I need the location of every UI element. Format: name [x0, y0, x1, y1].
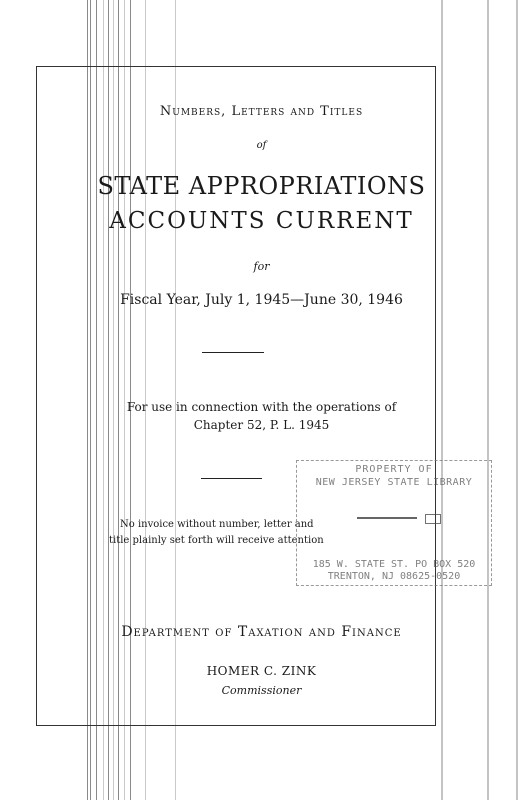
stamp-line4: TRENTON, NJ 08625-0520	[327, 571, 461, 582]
usage-line1: For use in connection with the operations of	[126, 400, 397, 414]
main-title-line1: STATE APPROPRIATIONS	[97, 172, 426, 200]
department-name: Department of Taxation and Finance	[121, 624, 402, 640]
main-title-line2: ACCOUNTS CURRENT	[109, 208, 414, 234]
invoice-notice-line1: No invoice without number, letter and	[120, 519, 314, 530]
commissioner-name: HOMER C. ZINK	[206, 664, 317, 678]
divider-rule	[202, 352, 264, 353]
invoice-notice-line2: title plainly set forth will receive attention	[109, 535, 324, 546]
stamp-line3: 185 W. STATE ST. PO BOX 520	[312, 559, 476, 570]
connector-of: of	[256, 140, 267, 151]
cover-heading: Numbers, Letters and Titles	[159, 104, 364, 119]
fiscal-year: Fiscal Year, July 1, 1945—June 30, 1946	[120, 292, 403, 308]
stamp-line2: NEW JERSEY STATE LIBRARY	[315, 477, 473, 488]
usage-line2: Chapter 52, P. L. 1945	[193, 418, 330, 432]
library-stamp	[296, 460, 492, 586]
stamp-line1: PROPERTY OF	[355, 464, 433, 475]
stamp-mark	[357, 517, 417, 519]
connector-for: for	[253, 260, 270, 273]
stamp-mark	[425, 514, 441, 524]
commissioner-title: Commissioner	[221, 684, 302, 697]
divider-rule	[201, 478, 262, 479]
